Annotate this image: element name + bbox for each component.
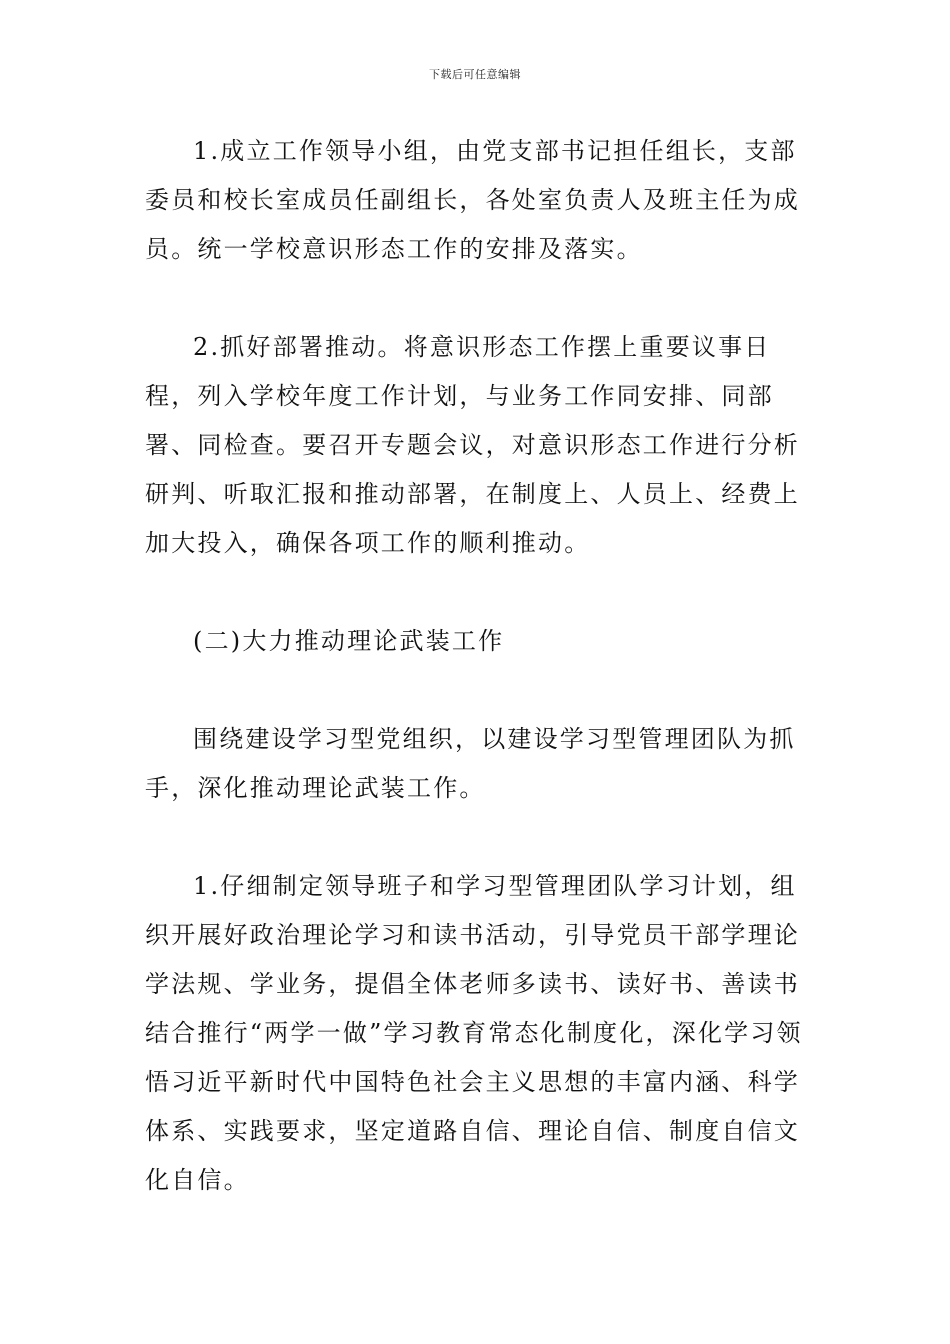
paragraph-study-organization: 围绕建设学习型党组织，以建设学习型管理团队为抓手，深化推动理论武装工作。 (145, 725, 796, 802)
paragraph-deployment: 2.抓好部署推动。将意识形态工作摆上重要议事日程，列入学校年度工作计划，与业务工作同安排、同部署、同检查。要召开专题会议，对意识形态工作进行分析研判、听取汇报和推动部署，在制度上、人员上、经费上加大投入，确保各项工作的顺利推动。 (145, 333, 800, 557)
section-heading: (二)大力推动理论武装工作 (193, 627, 505, 655)
paragraph-gap (145, 568, 810, 617)
paragraph-study-plan: 1.仔细制定领导班子和学习型管理团队学习计划，组织开展好政治理论学习和读书活动，引导党员干部学理论学法规、学业务，提倡全体老师多读书、读好书、善读书结合推行“两学一做”学习教育常态化制度化，深化学习领悟习近平新时代中国特色社会主义思想的丰富内涵、科学体系、实践要求，坚定道路自信、理论自信、制度自信文化自信。 (145, 872, 803, 1194)
paragraph-gap (145, 274, 810, 323)
document-body (145, 127, 810, 1205)
paragraph-gap (145, 813, 810, 862)
paragraph-gap (145, 666, 810, 715)
header-note: 下载后可任意编辑 (429, 68, 521, 81)
paragraph-leadership-group: 1.成立工作领导小组，由党支部书记担任组长，支部委员和校长室成员任副组长，各处室负责人及班主任为成员。统一学校意识形态工作的安排及落实。 (145, 137, 800, 263)
